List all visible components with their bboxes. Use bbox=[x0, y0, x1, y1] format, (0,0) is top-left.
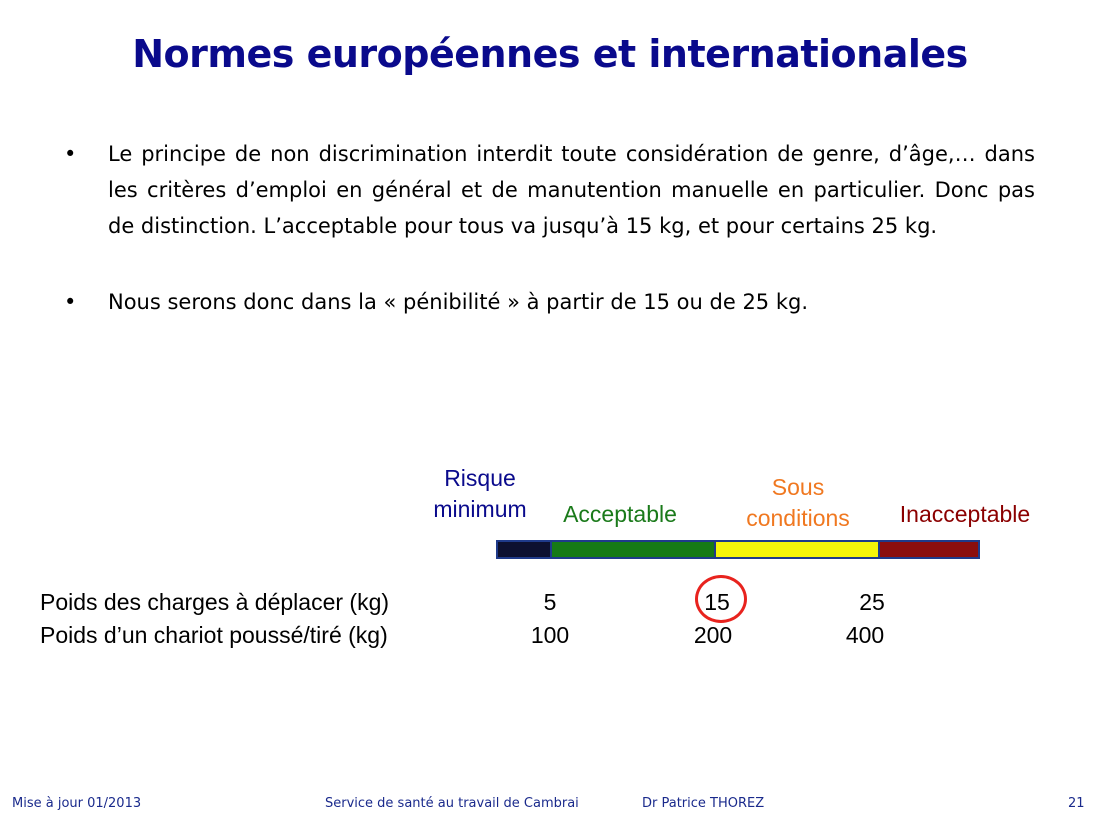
bullet-list bbox=[60, 136, 1035, 320]
zone-label-inacceptable: Inacceptable bbox=[899, 501, 1031, 527]
value-charges-25: 25 bbox=[859, 589, 885, 615]
risk-scale-bar bbox=[496, 540, 980, 559]
footer-service: Service de santé au travail de Cambrai bbox=[325, 796, 579, 811]
bar-segment-risque-minimum bbox=[498, 542, 552, 557]
bar-segment-acceptable bbox=[552, 542, 716, 557]
bullet-item bbox=[60, 284, 1035, 320]
row-label-chariot: Poids d’un chariot poussé/tiré (kg) bbox=[40, 622, 388, 648]
value-chariot-200: 200 bbox=[693, 622, 733, 648]
bar-segment-sous-conditions bbox=[716, 542, 880, 557]
footer-page-number: 21 bbox=[1068, 796, 1085, 811]
bullet-item bbox=[60, 136, 1035, 244]
footer-author: Dr Patrice THOREZ bbox=[642, 796, 765, 811]
bullet-text: Le principe de non discrimination interdit toute considération de genre, d’âge,… dans les critères d’emploi en général et de manutention manuelle en particulier. Donc pas de distinction. L’acceptable pour tous va jusqu’à 15 kg, et pour certains 25 kg. bbox=[108, 142, 1035, 238]
zone-label-risque-minimum: Risque minimum bbox=[433, 465, 527, 522]
bullet-marker: • bbox=[64, 290, 77, 314]
zone-label-acceptable: Acceptable bbox=[563, 501, 677, 527]
row-label-charges: Poids des charges à déplacer (kg) bbox=[40, 589, 390, 615]
value-charges-5: 5 bbox=[543, 589, 557, 615]
zone-label-sous-conditions: Sous conditions bbox=[746, 474, 850, 531]
value-chariot-400: 400 bbox=[845, 622, 885, 648]
bar-segment-inacceptable bbox=[880, 542, 978, 557]
bullet-marker: • bbox=[64, 142, 77, 166]
value-chariot-100: 100 bbox=[530, 622, 570, 648]
footer-date: Mise à jour 01/2013 bbox=[12, 796, 142, 811]
slide-title: Normes européennes et internationales bbox=[132, 32, 968, 76]
highlight-circle bbox=[695, 575, 747, 623]
value-charges-15: 15 bbox=[704, 589, 730, 615]
bullet-text: Nous serons donc dans la « pénibilité » à partir de 15 ou de 25 kg. bbox=[108, 290, 809, 314]
